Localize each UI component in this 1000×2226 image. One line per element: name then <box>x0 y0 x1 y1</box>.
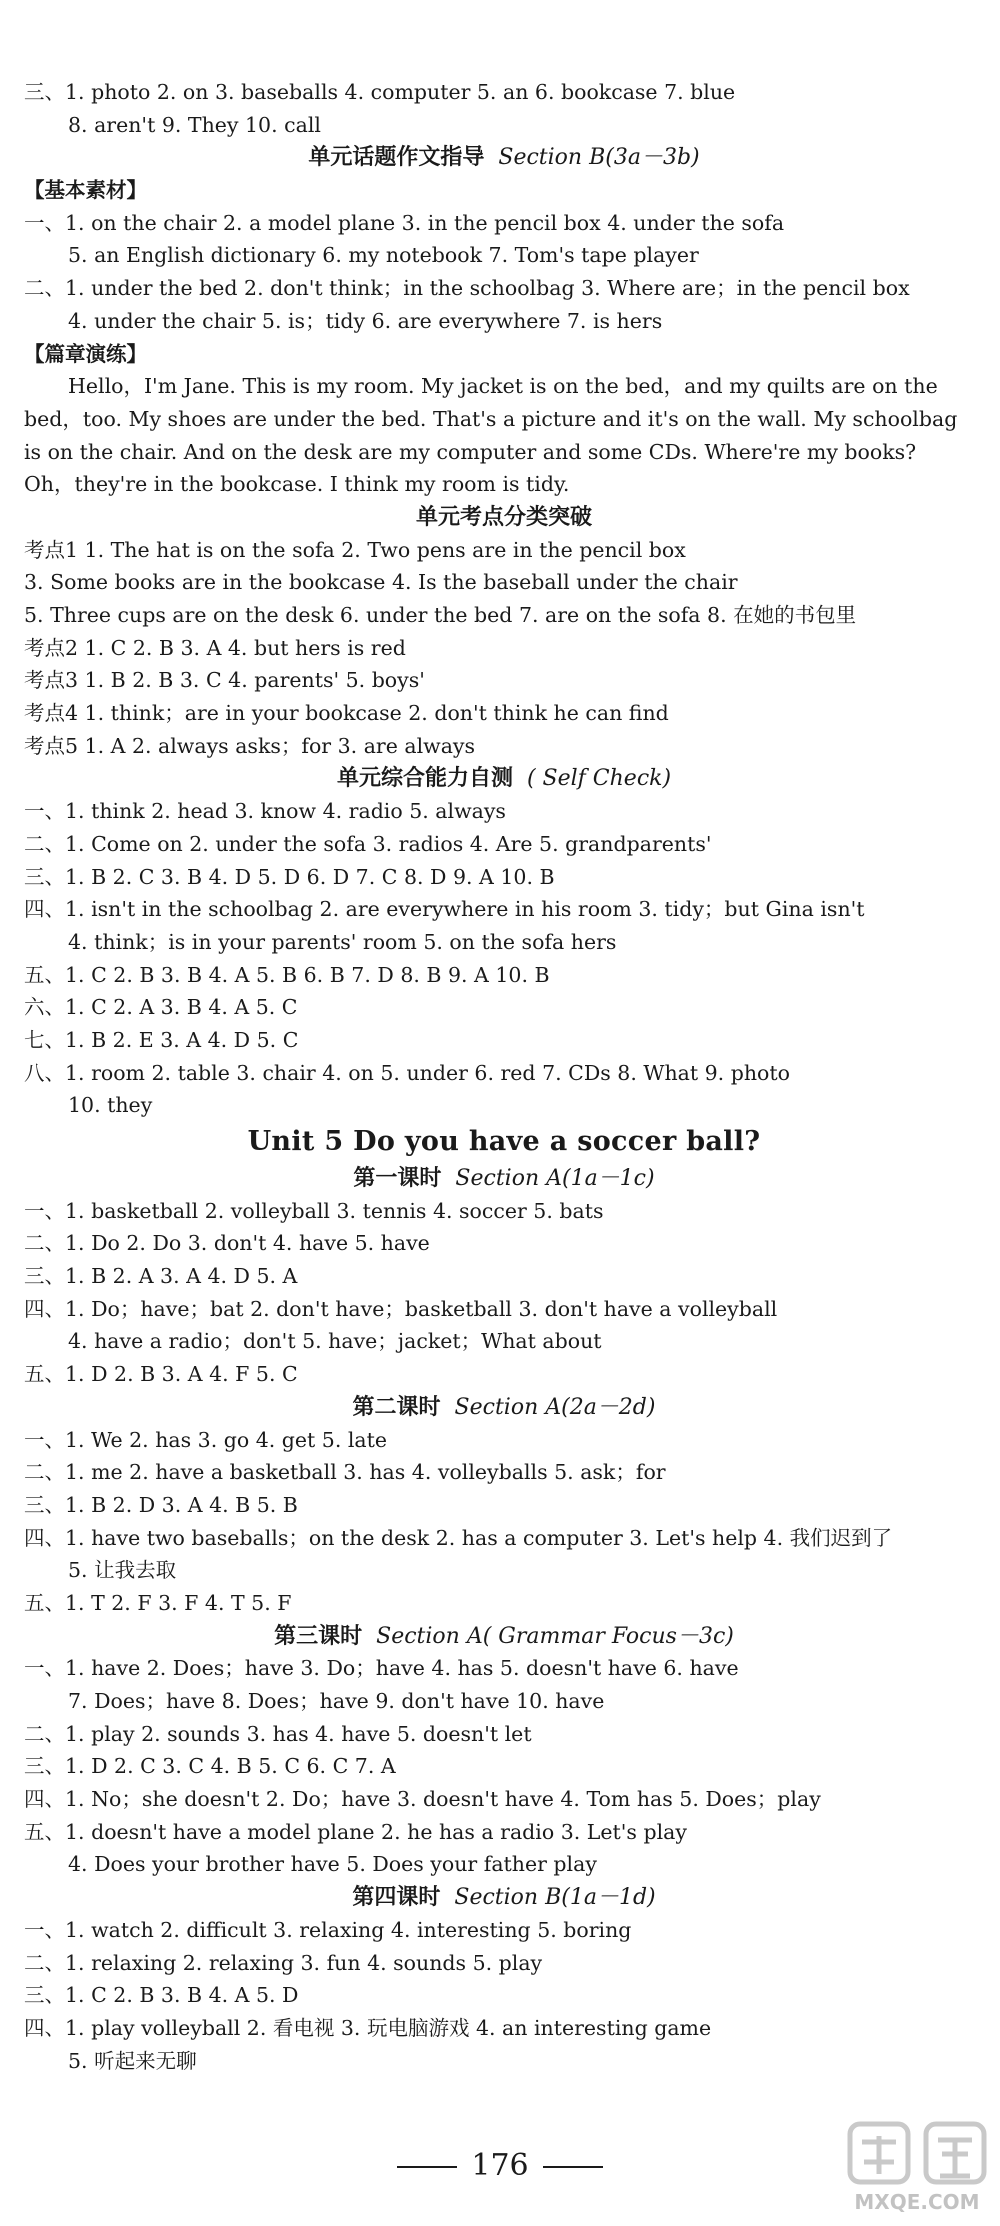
answer-line: 考点4 1. think；are in your bookcase 2. don't think he can find <box>24 701 669 726</box>
section-heading-title: 第三课时 <box>274 1622 363 1649</box>
section-heading-sub: Section B(3a－3b) <box>498 145 700 171</box>
section-heading <box>24 1620 984 1653</box>
section-heading-title: 单元综合能力自测 <box>336 765 513 792</box>
answer-line: bed，too. My shoes are under the bed. That's a picture and it's on the wall. My schoolbag <box>24 406 958 431</box>
section-heading <box>24 141 984 174</box>
answer-line: 四、1. have two baseballs；on the desk 2. has a computer 3. Let's help 4. 我们迟到了 <box>24 1525 893 1550</box>
section-heading <box>24 1162 984 1195</box>
answer-line: 二、1. Come on 2. under the sofa 3. radios 4. Are 5. grandparents' <box>24 831 712 856</box>
answer-line: is on the chair. And on the desk are my computer and some CDs. Where're my books? <box>24 439 917 464</box>
answer-line: 七、1. B 2. E 3. A 4. D 5. C <box>24 1027 299 1052</box>
answer-line: 六、1. C 2. A 3. B 4. A 5. C <box>24 995 298 1020</box>
section-heading-sub: Section A(1a－1c) <box>455 1166 655 1191</box>
answer-line: 三、1. C 2. B 3. B 4. A 5. D <box>24 1983 299 2008</box>
answer-line: 4. think；is in your parents' room 5. on the sofa hers <box>68 929 617 954</box>
answer-line: Hello，I'm Jane. This is my room. My jacket is on the bed，and my quilts are on the <box>68 374 938 399</box>
watermark-glyph-icon <box>842 2118 992 2188</box>
answer-line: 一、1. on the chair 2. a model plane 3. in the pencil box 4. under the sofa <box>24 210 785 235</box>
answer-line: 考点2 1. C 2. B 3. A 4. but hers is red <box>24 635 406 660</box>
answer-line: 三、1. photo 2. on 3. baseballs 4. computer 5. an 6. bookcase 7. blue <box>24 80 736 104</box>
section-heading-sub: ( Self Check) <box>526 766 672 792</box>
answer-line: Oh，they're in the bookcase. I think my room is tidy. <box>24 472 570 497</box>
answer-line: 八、1. room 2. table 3. chair 4. on 5. under 6. red 7. CDs 8. What 9. photo <box>24 1060 790 1085</box>
answer-line: 考点1 1. The hat is on the sofa 2. Two pens are in the pencil box <box>24 537 686 562</box>
answer-line: 三、1. D 2. C 3. C 4. B 5. C 6. C 7. A <box>24 1754 396 1779</box>
section-heading-sub: Section B(1a－1d) <box>454 1885 656 1911</box>
answer-line: 一、1. We 2. has 3. go 4. get 5. late <box>24 1427 388 1452</box>
answer-line: 四、1. play volleyball 2. 看电视 3. 玩电脑游戏 4. an interesting game <box>24 2015 712 2040</box>
section-heading-sub: Section A(2a－2d) <box>454 1394 656 1420</box>
answer-line: 8. aren't 9. They 10. call <box>68 112 321 137</box>
watermark-text: MXQE.COM <box>854 2190 980 2214</box>
section-heading-title: 单元考点分类突破 <box>415 503 592 530</box>
page-number: 176 <box>471 2148 529 2183</box>
answer-line: 一、1. watch 2. difficult 3. relaxing 4. interesting 5. boring <box>24 1917 632 1942</box>
answer-line: 一、1. think 2. head 3. know 4. radio 5. always <box>24 799 506 824</box>
section-heading <box>24 762 984 795</box>
section-heading <box>24 501 984 534</box>
section-heading-title: 第四课时 <box>352 1884 441 1911</box>
answer-line: 二、1. relaxing 2. relaxing 3. fun 4. sounds 5. play <box>24 1950 543 1975</box>
answer-line: 考点5 1. A 2. always asks；for 3. are always <box>24 733 476 758</box>
answer-line: 5. Three cups are on the desk 6. under the bed 7. are on the sofa 8. 在她的书包里 <box>24 603 857 627</box>
unit-title: Unit 5 Do you have a soccer ball? <box>247 1126 761 1157</box>
answer-line: 7. Does；have 8. Does；have 9. don't have 10. have <box>68 1689 605 1713</box>
answer-line: 五、1. D 2. B 3. A 4. F 5. C <box>24 1362 298 1387</box>
answer-line: 四、1. Do；have；bat 2. don't have；basketball 3. don't have a volleyball <box>24 1296 778 1321</box>
answer-line: 5. 让我去取 <box>68 1558 177 1583</box>
answer-line: 5. an English dictionary 6. my notebook 7. Tom's tape player <box>68 243 699 268</box>
material-label: 【篇章演练】 <box>24 341 147 366</box>
answer-line: 五、1. T 2. F 3. F 4. T 5. F <box>24 1590 292 1615</box>
answer-line: 五、1. doesn't have a model plane 2. he has a radio 3. Let's play <box>24 1819 687 1844</box>
answer-line: 5. 听起来无聊 <box>68 2048 197 2073</box>
answer-line: 三、1. B 2. A 3. A 4. D 5. A <box>24 1264 298 1289</box>
answer-line: 10. they <box>68 1093 153 1118</box>
section-heading <box>24 1391 984 1424</box>
section-heading-title: 第二课时 <box>352 1393 441 1420</box>
section-heading-title: 单元话题作文指导 <box>308 144 485 171</box>
answer-line: 三、1. B 2. C 3. B 4. D 5. D 6. D 7. C 8. D 9. A 10. B <box>24 864 555 889</box>
answer-key-page <box>24 76 984 2077</box>
answer-line: 四、1. isn't in the schoolbag 2. are everywhere in his room 3. tidy；but Gina isn't <box>24 897 865 922</box>
footer-dash-left <box>397 2166 457 2168</box>
section-heading-title: 第一课时 <box>353 1165 442 1191</box>
section-heading <box>24 1881 984 1914</box>
answer-line: 五、1. C 2. B 3. B 4. A 5. B 6. B 7. D 8. B 9. A 10. B <box>24 962 550 987</box>
answer-line: 3. Some books are in the bookcase 4. Is the baseball under the chair <box>24 570 738 595</box>
answer-line: 二、1. under the bed 2. don't think；in the schoolbag 3. Where are；in the pencil box <box>24 276 910 301</box>
answer-line: 三、1. B 2. D 3. A 4. B 5. B <box>24 1492 298 1517</box>
answer-line: 二、1. play 2. sounds 3. has 4. have 5. doesn't let <box>24 1721 532 1746</box>
section-heading-sub: Section A( Grammar Focus－3c) <box>376 1623 734 1649</box>
answer-line: 一、1. have 2. Does；have 3. Do；have 4. has 5. doesn't have 6. have <box>24 1656 739 1681</box>
answer-line: 二、1. me 2. have a basketball 3. has 4. volleyballs 5. ask；for <box>24 1460 666 1485</box>
answer-line: 4. under the chair 5. is；tidy 6. are everywhere 7. is hers <box>68 308 663 333</box>
watermark-logo <box>842 2118 992 2214</box>
material-label: 【基本素材】 <box>24 178 147 203</box>
answer-line: 4. have a radio；don't 5. have；jacket；What about <box>68 1329 602 1354</box>
answer-line: 考点3 1. B 2. B 3. C 4. parents' 5. boys' <box>24 668 425 693</box>
answer-line: 二、1. Do 2. Do 3. don't 4. have 5. have <box>24 1231 430 1256</box>
answer-line: 一、1. basketball 2. volleyball 3. tennis 4. soccer 5. bats <box>24 1198 604 1223</box>
answer-line: 四、1. No；she doesn't 2. Do；have 3. doesn't have 4. Tom has 5. Does；play <box>24 1787 821 1812</box>
answer-line: 4. Does your brother have 5. Does your father play <box>68 1852 597 1877</box>
footer-dash-right <box>543 2166 603 2168</box>
